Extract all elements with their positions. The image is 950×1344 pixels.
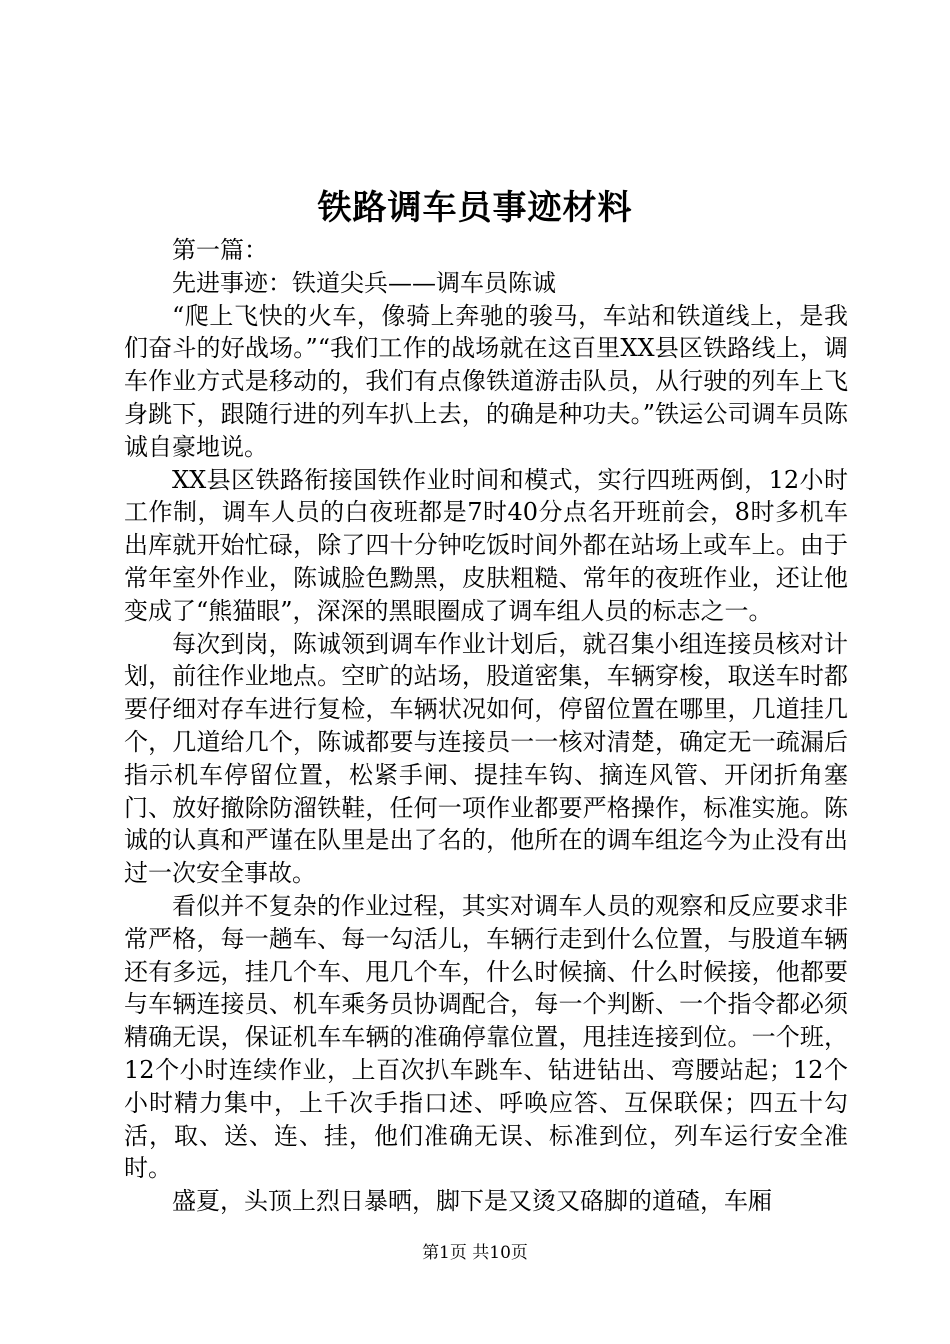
document-title: 铁路调车员事迹材料	[317, 188, 633, 228]
page-footer: 第1页 共10页	[422, 1243, 528, 1263]
document-body	[124, 234, 848, 1218]
paragraph: XX县区铁路衔接国铁作业时间和模式，实行四班两倒，12小时工作制，调车人员的白夜班都是7时40分点名开班前会，8时多机车出库就开始忙碌，除了四十分钟吃饭时间外都在站场上或车上。由于常年室外作业，陈诚脸色黝黑，皮肤粗糙、常年的夜班作业，还让他变成了“熊猫眼”，深深的黑眼圈成了调车组人员的标志之一。	[124, 465, 848, 625]
paragraph-section-heading: 第一篇：	[172, 236, 268, 264]
paragraph: 每次到岗，陈诚领到调车作业计划后，就召集小组连接员核对计划，前往作业地点。空旷的站场，股道密集，车辆穿梭，取送车时都要仔细对存车进行复检，车辆状况如何，停留位置在哪里，几道挂几个，几道给几个，陈诚都要与连接员一一核对清楚，确定无一疏漏后指示机车停留位置，松紧手闸、提挂车钩、摘连风管、开闭折角塞门、放好撤除防溜铁鞋，任何一项作业都要严格操作，标准实施。陈诚的认真和严谨在队里是出了名的，他所在的调车组迄今为止没有出过一次安全事故。	[124, 629, 848, 888]
paragraph: “爬上飞快的火车，像骑上奔驰的骏马，车站和铁道线上，是我们奋斗的好战场。”“我们工作的战场就在这百里XX县区铁路线上，调车作业方式是移动的，我们有点像铁道游击队员，从行驶的列车上飞身跳下，跟随行进的列车扒上去，的确是种功夫。”铁运公司调车员陈诚自豪地说。	[124, 301, 848, 461]
paragraph: 看似并不复杂的作业过程，其实对调车人员的观察和反应要求非常严格，每一趟车、每一勾活儿，车辆行走到什么位置，与股道车辆还有多远，挂几个车、甩几个车，什么时候摘、什么时候接，他都要与车辆连接员、机车乘务员协调配合，每一个判断、一个指令都必须精确无误，保证机车车辆的准确停靠位置，甩挂连接到位。一个班，12个小时连续作业，上百次扒车跳车、钻进钻出、弯腰站起；12个小时精力集中，上千次手指口述、呼唤应答、互保联保；四五十勾活，取、送、连、挂，他们准确无误、标准到位，列车运行安全准时。	[124, 891, 848, 1183]
paragraph-subtitle: 先进事迹：铁道尖兵——调车员陈诚	[172, 268, 556, 297]
paragraph: 盛夏，头顶上烈日暴晒，脚下是又烫又硌脚的道碴，车厢	[172, 1187, 772, 1216]
